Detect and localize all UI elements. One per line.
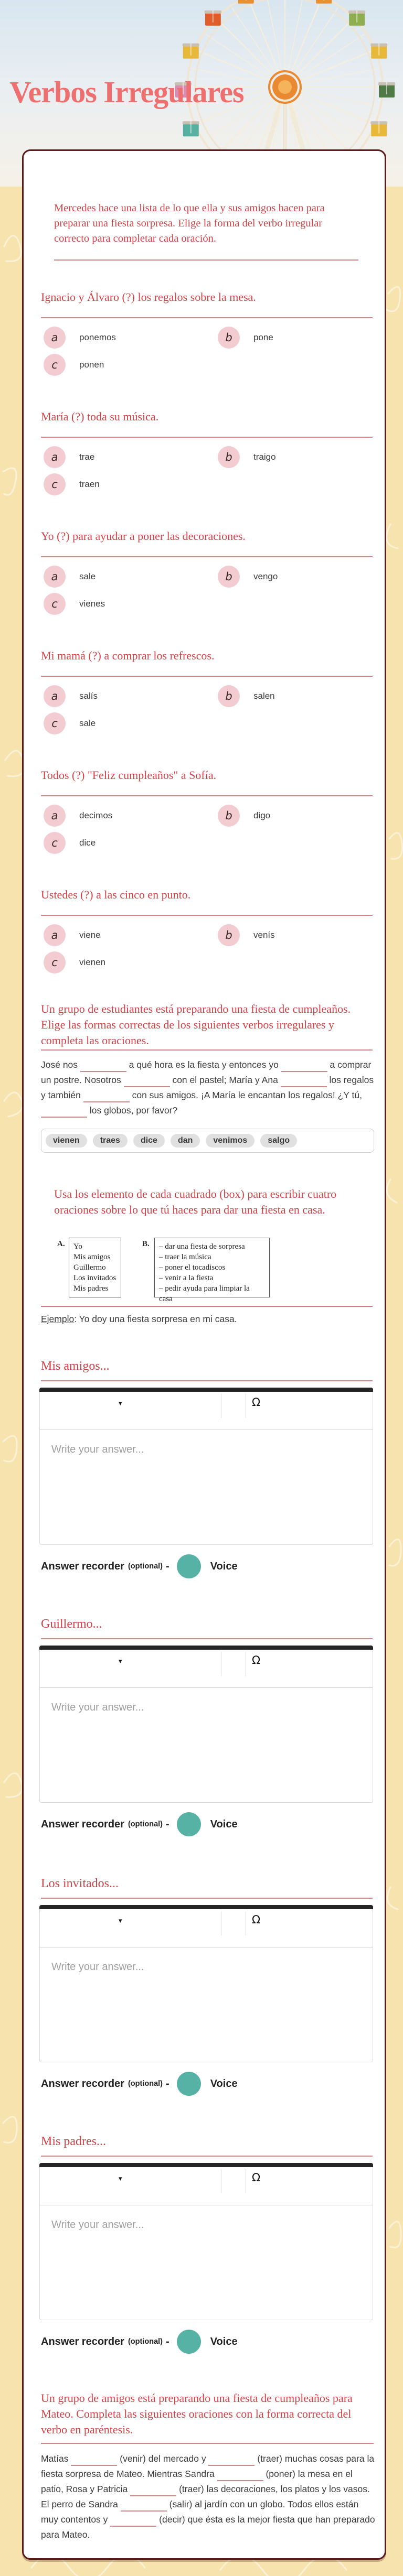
- cloze1-prompt: Un grupo de estudiantes está preparando una fiesta de cumpleaños. Elige las formas correctas de los siguientes verbos irregulares y completa las oraciones.: [41, 1002, 351, 1047]
- divider-line: [41, 437, 373, 438]
- writing-question: [24, 1358, 385, 1599]
- format-dropdown-caret-icon[interactable]: ▾: [119, 2174, 122, 2182]
- divider-line: [41, 795, 373, 796]
- rich-text-editor: [39, 1905, 373, 2062]
- answer-option[interactable]: [218, 805, 270, 827]
- recorder-label: Answer recorder: [41, 1818, 124, 1830]
- voice-label: Voice: [210, 1818, 238, 1830]
- recorder-optional-label: (optional): [128, 2080, 163, 2088]
- divider-line: [41, 2443, 374, 2444]
- answer-option[interactable]: [44, 924, 101, 946]
- option-bubble[interactable]: b: [218, 685, 240, 707]
- word-bank-chip[interactable]: dice: [133, 1134, 165, 1148]
- word-bank-chip[interactable]: venimos: [206, 1134, 254, 1148]
- editor-toolbar: [40, 2167, 373, 2205]
- option-bubble[interactable]: b: [218, 446, 240, 468]
- writing-question: [24, 1616, 385, 1857]
- writing-prompt: Los invitados...: [41, 1877, 119, 1890]
- answer-option[interactable]: [44, 593, 105, 615]
- question-prompt: Ustedes (?) a las cinco en punto.: [41, 888, 191, 901]
- answer-option[interactable]: [44, 712, 96, 734]
- textarea-placeholder: Write your answer...: [51, 2219, 144, 2231]
- option-label: pone: [253, 332, 273, 342]
- option-bubble[interactable]: c: [44, 354, 66, 376]
- example-label: Ejemplo: [41, 1314, 75, 1324]
- divider-line: [41, 1306, 373, 1307]
- box-item: Mis amigos: [73, 1253, 111, 1261]
- cloze2-prompt: Un grupo de amigos está preparando una fiesta de cumpleaños para Mateo. Completa las siguientes oraciones con la forma correcta del verbo en paréntesis.: [41, 2391, 353, 2436]
- option-label: trae: [79, 452, 95, 462]
- composition-prompt: Usa los elemento de cada cuadrado (box) para escribir cuatro oraciones sobre lo que tú haces para dar una fiesta en casa.: [54, 1187, 337, 1216]
- answer-option[interactable]: [44, 446, 94, 468]
- option-label: digo: [253, 810, 271, 820]
- textarea-placeholder: Write your answer...: [51, 1702, 144, 1713]
- format-dropdown-caret-icon[interactable]: ▾: [119, 1657, 122, 1665]
- option-bubble[interactable]: a: [44, 566, 66, 588]
- answer-blank[interactable]: [281, 1062, 327, 1072]
- recorder-label: Answer recorder: [41, 2077, 124, 2090]
- box-a-label: A.: [57, 1240, 65, 1248]
- divider-line: [41, 676, 373, 677]
- answer-recorder-row: [41, 1812, 238, 1836]
- word-bank-chip[interactable]: dan: [171, 1134, 200, 1148]
- writing-question: [24, 1876, 385, 2117]
- mcq-question: [24, 529, 385, 648]
- answer-option[interactable]: [44, 951, 105, 973]
- voice-record-button[interactable]: [177, 1554, 201, 1578]
- intro-instructions: Mercedes hace una lista de lo que ella y sus amigos hacen para preparar una fiesta sorpresa. Elige la forma del verbo irregular correcto para completar cada oración.: [54, 202, 325, 244]
- answer-textarea[interactable]: [40, 2205, 373, 2320]
- question-prompt: Todos (?) "Feliz cumpleaños" a Sofía.: [41, 769, 217, 782]
- answer-option[interactable]: [218, 685, 275, 707]
- answer-option[interactable]: [44, 805, 112, 827]
- answer-textarea[interactable]: [40, 1688, 373, 1802]
- answer-recorder-row: [41, 2330, 238, 2354]
- format-dropdown-caret-icon[interactable]: ▾: [119, 1917, 122, 1924]
- voice-label: Voice: [210, 2335, 238, 2347]
- box-item: – venir a la fiesta: [159, 1274, 214, 1282]
- option-label: decimos: [79, 810, 113, 820]
- recorder-separator: -: [166, 2335, 169, 2347]
- option-bubble[interactable]: a: [44, 685, 66, 707]
- answer-textarea[interactable]: [40, 1430, 373, 1544]
- textarea-placeholder: Write your answer...: [51, 1961, 144, 1973]
- textarea-placeholder: Write your answer...: [51, 1444, 144, 1455]
- option-bubble[interactable]: c: [44, 712, 66, 734]
- voice-label: Voice: [210, 2077, 238, 2090]
- option-bubble[interactable]: b: [218, 924, 240, 946]
- option-bubble[interactable]: a: [44, 924, 66, 946]
- option-label: venís: [253, 930, 275, 940]
- divider-line: [41, 1380, 373, 1381]
- answer-option[interactable]: [44, 566, 96, 588]
- divider-line: [41, 556, 373, 557]
- answer-option[interactable]: [44, 685, 98, 707]
- special-character-button[interactable]: Ω: [252, 1396, 261, 1409]
- option-bubble[interactable]: b: [218, 566, 240, 588]
- box-b-label: B.: [142, 1240, 150, 1248]
- rich-text-editor: [39, 1646, 373, 1803]
- question-prompt: Yo (?) para ayudar a poner las decoraciones.: [41, 529, 246, 543]
- answer-blank[interactable]: [41, 1107, 87, 1118]
- option-label: traigo: [253, 452, 276, 462]
- answer-blank[interactable]: [208, 2455, 254, 2466]
- option-bubble[interactable]: c: [44, 473, 66, 495]
- option-label: sale: [79, 718, 96, 728]
- example-sentence: [41, 1314, 237, 1325]
- answer-blank[interactable]: [80, 1062, 126, 1072]
- special-character-button[interactable]: Ω: [252, 1913, 261, 1926]
- box-item: – traer la música: [159, 1253, 211, 1261]
- recorder-label: Answer recorder: [41, 1560, 124, 1572]
- voice-record-button[interactable]: [177, 2330, 201, 2354]
- divider-line: [41, 1898, 373, 1899]
- recorder-separator: -: [166, 1560, 169, 1572]
- option-label: salen: [253, 691, 275, 701]
- answer-option[interactable]: [44, 354, 104, 376]
- box-item: – pedir ayuda para limpiar la casa: [159, 1284, 250, 1303]
- option-label: dice: [79, 838, 96, 848]
- mcq-question: [24, 768, 385, 887]
- box-item: – poner el tocadiscos: [159, 1263, 226, 1272]
- format-dropdown-caret-icon[interactable]: ▾: [119, 1399, 122, 1407]
- option-bubble[interactable]: c: [44, 951, 66, 973]
- writing-prompt: Mis amigos...: [41, 1359, 110, 1373]
- option-label: sale: [79, 571, 96, 581]
- answer-blank[interactable]: [121, 2501, 167, 2512]
- answer-option[interactable]: [44, 473, 100, 495]
- mcq-question: [24, 290, 385, 409]
- recorder-optional-label: (optional): [128, 2337, 163, 2346]
- cloze1-paragraph: José nos a qué hora es la fiesta y entonces yo a comprar un postre. Nosotros con el pastel; María y Ana los regalos y también con sus amigos. ¡A María le encantan los regalos! ¿Y tú, los globos, por favor?: [41, 1057, 377, 1118]
- rich-text-editor: [39, 1388, 373, 1545]
- divider-line: [41, 2156, 373, 2157]
- writing-prompt: Mis padres...: [41, 2135, 106, 2148]
- recorder-separator: -: [166, 1818, 169, 1830]
- divider-line: [41, 915, 373, 916]
- answer-option[interactable]: [218, 327, 273, 349]
- voice-label: Voice: [210, 1560, 238, 1572]
- writing-prompt: Guillermo...: [41, 1617, 102, 1631]
- writing-question: [24, 2134, 385, 2375]
- box-item: – dar una fiesta de sorpresa: [159, 1242, 245, 1251]
- option-label: ponen: [79, 360, 104, 370]
- answer-blank[interactable]: [124, 1077, 170, 1087]
- question-prompt: Ignacio y Álvaro (?) los regalos sobre la mesa.: [41, 290, 256, 304]
- answer-option[interactable]: [218, 924, 275, 946]
- word-bank: [41, 1129, 374, 1153]
- cloze2-paragraph: Matías (venir) del mercado y (traer) muchas cosas para la fiesta sorpresa de Mateo. Mientras Sandra (poner) la mesa en el patio, Rosa y Patricia (traer) las decoraciones, los platos y los vasos. El perro de Sandra (salir) al jardín con un globo. Todos ellos están muy contentos y (decir) que ésta es la mejor fiesta que han preparado para Mateo.: [41, 2453, 375, 2540]
- question-prompt: Mi mamá (?) a comprar los refrescos.: [41, 649, 215, 662]
- mcq-question: [24, 648, 385, 768]
- mcq-question: [24, 887, 385, 1007]
- answer-blank[interactable]: [110, 2516, 156, 2527]
- option-bubble[interactable]: c: [44, 832, 66, 854]
- option-label: viene: [79, 930, 101, 940]
- option-bubble[interactable]: b: [218, 805, 240, 827]
- answer-option[interactable]: [44, 327, 116, 349]
- option-bubble[interactable]: a: [44, 446, 66, 468]
- box-b: [154, 1238, 270, 1303]
- answer-blank[interactable]: [71, 2455, 117, 2466]
- page-title: Verbos Irregulares: [9, 75, 244, 109]
- option-label: ponemos: [79, 332, 116, 342]
- special-character-button[interactable]: Ω: [252, 2171, 261, 2184]
- editor-top-bar: [39, 1905, 373, 1909]
- voice-record-button[interactable]: [177, 2072, 201, 2096]
- box-item: Guillermo: [73, 1263, 106, 1272]
- word-bank-chip[interactable]: vienen: [46, 1134, 87, 1148]
- recorder-separator: -: [166, 2077, 169, 2090]
- word-bank-chip[interactable]: salgo: [260, 1134, 297, 1148]
- answer-blank[interactable]: [83, 1092, 130, 1102]
- option-bubble[interactable]: c: [44, 593, 66, 615]
- editor-toolbar: [40, 1392, 373, 1430]
- option-label: vienen: [79, 957, 106, 967]
- divider-line: [41, 317, 373, 318]
- word-bank-chip[interactable]: traes: [93, 1134, 128, 1148]
- option-label: vienes: [79, 599, 105, 609]
- option-label: salís: [79, 691, 98, 701]
- editor-toolbar: [40, 1909, 373, 1947]
- box-item: Los invitados: [73, 1274, 116, 1282]
- editor-top-bar: [39, 2163, 373, 2167]
- answer-blank[interactable]: [217, 2471, 263, 2481]
- answer-option[interactable]: [218, 566, 278, 588]
- answer-recorder-row: [41, 2072, 238, 2096]
- recorder-optional-label: (optional): [128, 1820, 163, 1828]
- option-bubble[interactable]: b: [218, 327, 240, 349]
- worksheet-card: [22, 149, 386, 2560]
- answer-textarea[interactable]: [40, 1947, 373, 2062]
- answer-option[interactable]: [218, 446, 276, 468]
- box-item: Yo: [73, 1242, 82, 1251]
- recorder-label: Answer recorder: [41, 2335, 124, 2347]
- divider-line: [54, 259, 358, 261]
- editor-top-bar: [39, 1646, 373, 1650]
- voice-record-button[interactable]: [177, 1812, 201, 1836]
- option-label: traen: [79, 479, 100, 489]
- divider-line: [41, 1049, 373, 1051]
- box-a: [69, 1238, 121, 1297]
- option-label: vengo: [253, 571, 278, 581]
- answer-recorder-row: [41, 1554, 238, 1578]
- special-character-button[interactable]: Ω: [252, 1654, 261, 1666]
- box-item: Mis padres: [73, 1284, 109, 1293]
- editor-top-bar: [39, 1388, 373, 1392]
- divider-line: [41, 1638, 373, 1639]
- answer-option[interactable]: [44, 832, 96, 854]
- option-bubble[interactable]: a: [44, 805, 66, 827]
- editor-toolbar: [40, 1650, 373, 1687]
- answer-blank[interactable]: [130, 2486, 176, 2496]
- answer-blank[interactable]: [281, 1077, 327, 1087]
- mcq-question: [24, 409, 385, 529]
- example-text: : Yo doy una fiesta sorpresa en mi casa.: [74, 1314, 237, 1324]
- question-prompt: María (?) toda su música.: [41, 410, 159, 423]
- option-bubble[interactable]: a: [44, 327, 66, 349]
- rich-text-editor: [39, 2163, 373, 2320]
- recorder-optional-label: (optional): [128, 1562, 163, 1571]
